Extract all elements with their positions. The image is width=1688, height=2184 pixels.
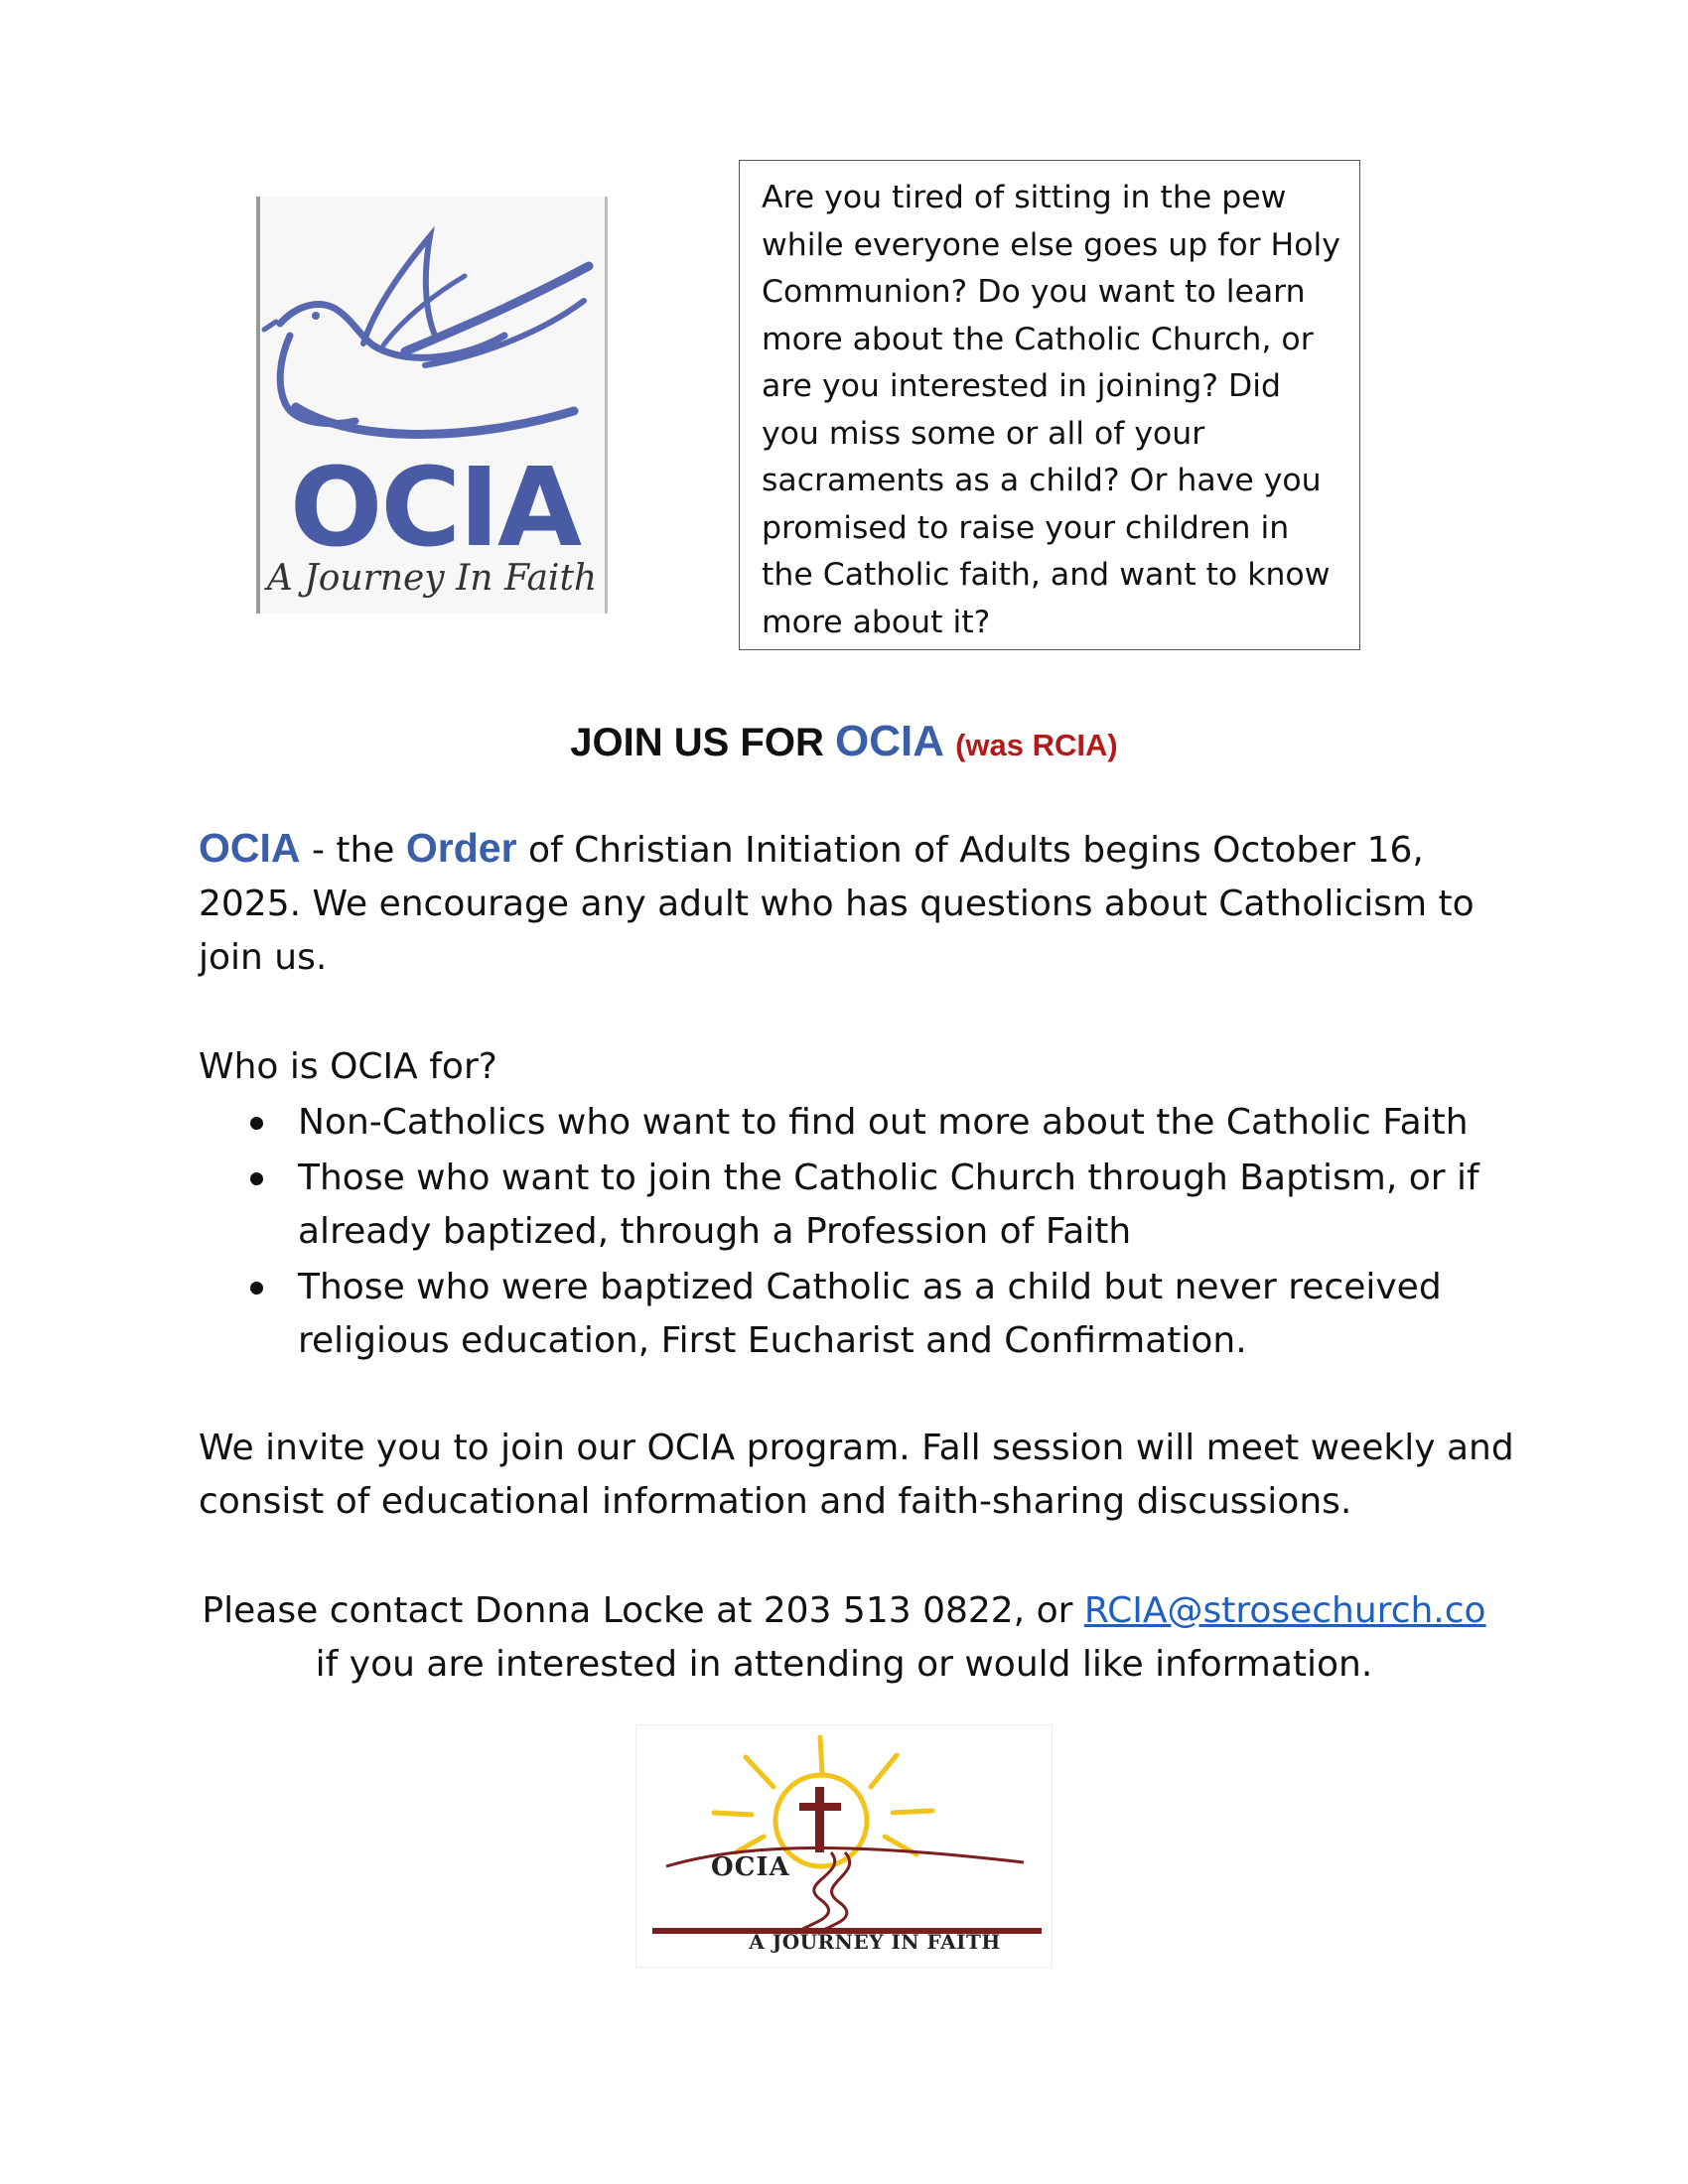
list-item-text: Those who were baptized Catholic as a child but never received religious education, First Eucharist and Confirmation.: [298, 1267, 1442, 1361]
headline-prefix: JOIN US FOR: [570, 721, 835, 764]
bullet-icon: [250, 1282, 263, 1295]
who-list: [199, 1096, 1519, 1370]
who-heading: Who is OCIA for?: [199, 1046, 497, 1087]
list-item: [199, 1152, 1519, 1259]
question-box: [739, 160, 1360, 650]
list-item-text: Those who want to join the Catholic Church through Baptism, or if already baptized, through a Profession of Faith: [298, 1158, 1479, 1252]
ocia-logo-bottom: [635, 1724, 1053, 1968]
logo-bottom-tagline: A JOURNEY IN FAITH: [749, 1930, 1001, 1954]
contact-email-link[interactable]: RCIA@strosechurch.co: [1083, 1590, 1486, 1631]
invite-paragraph: We invite you to join our OCIA program. Fall session will meet weekly and consist of educational information and faith-sharing discussions.: [199, 1428, 1514, 1522]
intro-lead-word: Order: [405, 825, 517, 871]
logo-bottom-wordmark: OCIA: [711, 1852, 790, 1882]
logo-wordmark: OCIA: [289, 444, 581, 571]
list-item-text: Non-Catholics who want to find out more about the Catholic Faith: [298, 1102, 1469, 1143]
list-item: [199, 1261, 1519, 1368]
headline-note: (was RCIA): [955, 728, 1118, 762]
question-box-text: Are you tired of sitting in the pew while everyone else goes up for Holy Communion? Do you want to learn more about the Catholic Church, or are you interested in joining? Did you miss some or all of your sacraments as a child? Or have you promised to raise your children in the Catholic faith, and want to know more about it?: [762, 180, 1340, 640]
intro-dash: - the: [300, 830, 406, 871]
contact-after: if you are interested in attending or would like information.: [315, 1644, 1373, 1685]
contact-paragraph: [169, 1584, 1519, 1692]
list-item: [199, 1096, 1519, 1150]
bullet-icon: [250, 1172, 263, 1185]
intro-paragraph: [199, 821, 1509, 985]
headline-highlight: OCIA: [834, 717, 944, 765]
headline: [0, 717, 1688, 766]
intro-rest: of Christian Initiation of Adults begins October 16, 2025. We encourage any adult who has questions about Catholicism to join us.: [199, 830, 1475, 978]
intro-acronym: OCIA: [199, 825, 301, 871]
bullet-icon: [250, 1117, 263, 1130]
logo-tagline: A Journey In Faith: [266, 558, 598, 599]
ocia-logo-top: [256, 197, 608, 614]
contact-before: Please contact Donna Locke at 203 513 0822, or: [202, 1590, 1084, 1631]
